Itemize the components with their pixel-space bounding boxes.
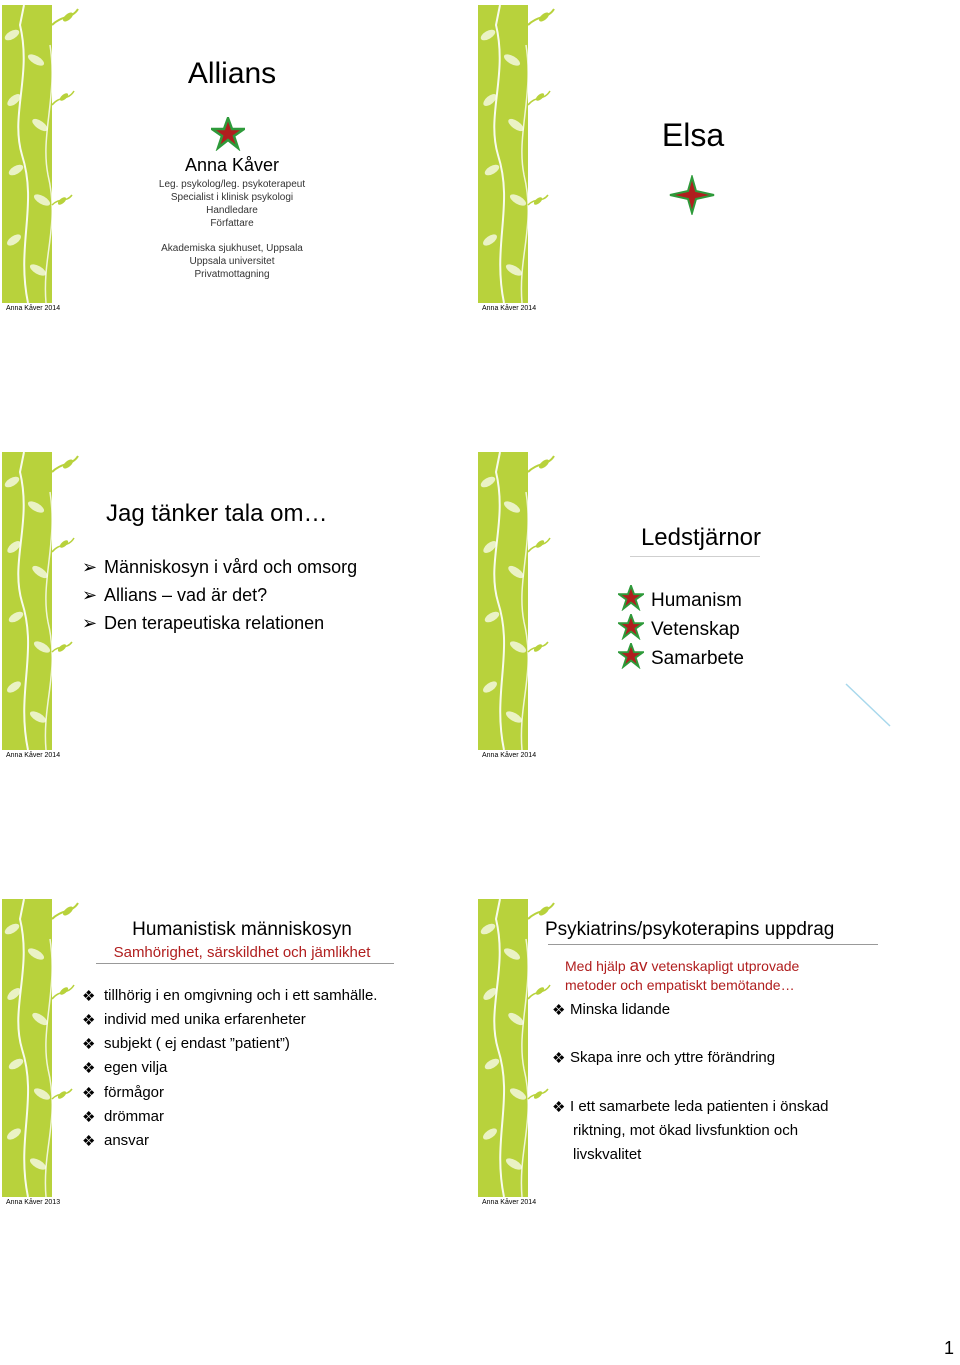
bullet-text: Skapa inre och yttre förändring bbox=[570, 1049, 776, 1066]
slide-humanistisk-manniskosyn bbox=[2, 899, 480, 1217]
credential-line: Författare bbox=[210, 218, 254, 229]
star-icon bbox=[618, 614, 644, 640]
bullet-text: Allians – vad är det? bbox=[104, 585, 268, 605]
intro-text: vetenskapligt utprovade bbox=[647, 958, 800, 974]
slide-title: Ledstjärnor bbox=[640, 524, 762, 551]
bullet-text: individ med unika erfarenheter bbox=[104, 1011, 306, 1028]
bullet-item bbox=[82, 557, 357, 578]
bullet-item bbox=[82, 585, 267, 606]
slide-footer: Anna Kåver 2013 bbox=[6, 1199, 61, 1206]
credential-line: Leg. psykolog/leg. psykoterapeut bbox=[158, 179, 306, 190]
slide-title: Humanistisk människosyn bbox=[132, 919, 352, 940]
bullet-item bbox=[82, 1035, 290, 1053]
bullet-text: Minska lidande bbox=[570, 1001, 671, 1018]
affiliation-line: Akademiska sjukhuset, Uppsala bbox=[161, 243, 303, 254]
vine-decoration bbox=[478, 452, 556, 750]
slide-ledstjarnor bbox=[478, 452, 956, 770]
decorative-line bbox=[844, 682, 894, 730]
bullet-item bbox=[82, 1108, 164, 1126]
bullet-text: I ett samarbete leda patienten i önskad bbox=[570, 1098, 829, 1115]
slide-elsa bbox=[478, 5, 956, 323]
bullet-item bbox=[82, 1011, 306, 1029]
intro-text: Med hjälp bbox=[565, 958, 630, 974]
bullet-text: ansvar bbox=[104, 1132, 150, 1149]
title-underline bbox=[630, 556, 760, 557]
bullet-continuation: riktning, mot ökad livsfunktion och bbox=[573, 1122, 799, 1139]
ledstjarna-item: Vetenskap bbox=[651, 619, 740, 640]
star-icon bbox=[618, 585, 644, 611]
diamond-bullet-icon: ❖ bbox=[82, 988, 96, 1005]
arrow-bullet-icon: ➢ bbox=[82, 557, 98, 577]
slide-footer: Anna Kåver 2014 bbox=[482, 305, 537, 312]
slide-allians-title bbox=[2, 5, 480, 323]
slide-title: Psykiatrins/psykoterapins uppdrag bbox=[545, 919, 835, 940]
bullet-item bbox=[82, 1132, 149, 1150]
intro-line bbox=[565, 956, 799, 976]
slide-psykiatrins-uppdrag bbox=[478, 899, 956, 1217]
diamond-bullet-icon: ❖ bbox=[82, 1085, 96, 1102]
presenter-name: Anna Kåver bbox=[184, 155, 280, 175]
affiliation-line: Uppsala universitet bbox=[189, 256, 275, 267]
bullet-continuation: livskvalitet bbox=[573, 1146, 642, 1163]
vine-decoration bbox=[478, 899, 556, 1197]
ledstjarna-item: Humanism bbox=[651, 590, 742, 611]
slide-title: Elsa bbox=[661, 117, 725, 153]
bullet-text: förmågor bbox=[104, 1084, 165, 1101]
credential-line: Handledare bbox=[206, 205, 258, 216]
star-icon bbox=[668, 175, 716, 215]
presenter-affiliations bbox=[112, 242, 352, 281]
vine-decoration bbox=[478, 5, 556, 303]
diamond-bullet-icon: ❖ bbox=[82, 1133, 96, 1150]
affiliation-line: Privatmottagning bbox=[194, 269, 270, 280]
bullet-text: tillhörig i en omgivning och i ett samhälle. bbox=[104, 987, 378, 1004]
slide-footer: Anna Kåver 2014 bbox=[6, 305, 61, 312]
slide-footer: Anna Kåver 2014 bbox=[482, 752, 537, 759]
bullet-text: drömmar bbox=[104, 1108, 165, 1125]
vine-decoration bbox=[2, 899, 80, 1197]
bullet-text: egen vilja bbox=[104, 1059, 168, 1076]
bullet-item bbox=[552, 1001, 670, 1019]
bullet-text: Den terapeutiska relationen bbox=[104, 613, 325, 633]
bullet-item bbox=[82, 1084, 164, 1102]
diamond-bullet-icon: ❖ bbox=[82, 1012, 96, 1029]
intro-line: metoder och empatiskt bemötande… bbox=[565, 977, 795, 993]
diamond-bullet-icon: ❖ bbox=[552, 1099, 566, 1116]
subtitle-underline bbox=[96, 963, 394, 964]
slide-title: Allians bbox=[187, 57, 277, 90]
slide-subtitle: Samhörighet, särskildhet och jämlikhet bbox=[113, 944, 371, 961]
bullet-item bbox=[552, 1098, 829, 1116]
bullet-item bbox=[82, 987, 377, 1005]
diamond-bullet-icon: ❖ bbox=[82, 1109, 96, 1126]
bullet-text: subjekt ( ej endast ”patient”) bbox=[104, 1035, 290, 1052]
vine-decoration bbox=[2, 5, 80, 303]
slide-footer: Anna Kåver 2014 bbox=[6, 752, 61, 759]
star-icon bbox=[618, 643, 644, 669]
star-icon bbox=[211, 117, 245, 151]
diamond-bullet-icon: ❖ bbox=[552, 1050, 566, 1067]
slide-footer: Anna Kåver 2014 bbox=[482, 1199, 537, 1206]
ledstjarna-item: Samarbete bbox=[651, 648, 744, 669]
bullet-item bbox=[82, 1059, 167, 1077]
presenter-credentials bbox=[112, 178, 352, 230]
title-underline bbox=[548, 944, 878, 945]
credential-line: Specialist i klinisk psykologi bbox=[170, 192, 294, 203]
bullet-item bbox=[82, 613, 324, 634]
bullet-text: Människosyn i vård och omsorg bbox=[104, 557, 358, 577]
slide-title: Jag tänker tala om… bbox=[106, 500, 328, 527]
vine-decoration bbox=[2, 452, 80, 750]
slide-agenda bbox=[2, 452, 480, 770]
bullet-item bbox=[552, 1049, 775, 1067]
arrow-bullet-icon: ➢ bbox=[82, 613, 98, 633]
page-number: 1 bbox=[943, 1338, 954, 1358]
diamond-bullet-icon: ❖ bbox=[82, 1036, 96, 1053]
intro-text-emphasis: av bbox=[629, 956, 648, 975]
arrow-bullet-icon: ➢ bbox=[82, 585, 98, 605]
diamond-bullet-icon: ❖ bbox=[552, 1002, 566, 1019]
diamond-bullet-icon: ❖ bbox=[82, 1060, 96, 1077]
